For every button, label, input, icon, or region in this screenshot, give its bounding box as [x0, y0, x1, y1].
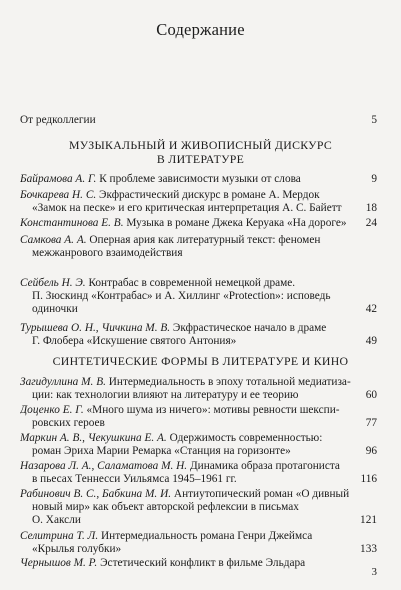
entry-title: Интермедиальность романа Генри Джеймса: [100, 530, 313, 542]
entry-title-cont: О. Хаксли: [32, 513, 81, 526]
page-number: 5: [371, 114, 377, 126]
entry-title: «Много шума из ничего»: мотивы ревности шекспи-: [86, 404, 340, 416]
toc-entry[interactable]: [20, 488, 377, 526]
entry-title: Интермедиальность в эпоху тотальной медиатиза-: [108, 376, 351, 388]
page-number: 77: [365, 416, 377, 429]
section-heading-1: [0, 139, 401, 166]
toc-entry[interactable]: [20, 460, 377, 486]
entry-title-cont: Г. Флобера «Искушение святого Антония»: [32, 334, 237, 347]
toc-entry[interactable]: [20, 404, 377, 430]
entry-author: Маркин А. В., Чекушкина Е. А.: [20, 432, 167, 444]
page-number: 116: [360, 472, 377, 485]
toc-entry[interactable]: [20, 557, 377, 570]
page-number: 9: [371, 173, 377, 185]
page-number: 49: [365, 334, 377, 347]
section-heading-line: СИНТЕТИЧЕСКИЕ ФОРМЫ В ЛИТЕРАТУРЕ И КИНО: [52, 354, 349, 368]
toc-entry[interactable]: [20, 173, 377, 186]
entry-title-cont: ции: как технологии влияют на литературу и ее теорию: [32, 388, 299, 401]
entry-title: Музыка в романе Джека Керуака «На дороге»: [126, 217, 347, 229]
entry-author: Турышева О. Н., Чичкина М. В.: [20, 322, 171, 334]
entry-author: Загидуллина М. В.: [20, 376, 106, 388]
toc-entry[interactable]: [20, 217, 377, 230]
toc-entry[interactable]: [20, 376, 377, 402]
section-heading-line: В ЛИТЕРАТУРЕ: [156, 151, 245, 166]
entry-title: Эстетический конфликт в фильме Эльдара: [100, 557, 306, 569]
entry-title-cont: роман Эриха Марии Ремарка «Станция на горизонте»: [32, 444, 291, 457]
entry-title: Экфрастический дискурс в романе А. Мердок: [99, 189, 320, 201]
toc-entry[interactable]: [20, 432, 377, 458]
entry-title: Экфрастическое начало в драме: [172, 322, 327, 334]
entry-line: [20, 114, 377, 127]
toc-entry[interactable]: [20, 530, 377, 556]
entry-title-cont: новый мир» как объект авторской рефлексии в письмах: [32, 500, 299, 513]
entry-title-cont: в пьесах Теннесси Уильямса 1945–1961 гг.: [32, 472, 237, 485]
entry-title-cont: одиночки: [32, 302, 78, 315]
entry-title: Контрабас в современной немецкой драме.: [88, 277, 296, 289]
toc-entry[interactable]: [20, 234, 377, 260]
toc-entry[interactable]: [20, 277, 377, 315]
entry-title: Оперная ария как литературный текст: феномен: [89, 234, 321, 246]
section-heading-line: МУЗЫКАЛЬНЫЙ И ЖИВОПИСНЫЙ ДИСКУРС: [68, 138, 333, 152]
entry-title: К проблеме зависимости музыки от слова: [99, 173, 301, 185]
page-number: 42: [365, 302, 377, 315]
page-number: 133: [360, 542, 377, 555]
page-number: 24: [365, 217, 377, 229]
entry-author: Самкова А. А.: [20, 234, 87, 246]
entry-author: Бочкарева Н. С.: [20, 189, 97, 201]
page-number: 121: [360, 513, 377, 526]
entry-title-cont: «Крылья голубки»: [32, 542, 122, 555]
section-heading-2: [0, 355, 401, 369]
entry-title-cont: ровских героев: [32, 416, 105, 429]
entry-title-cont: «Замок на песке» и его критическая интерпретация А. С. Байетт: [32, 201, 342, 214]
toc-entry[interactable]: [20, 189, 377, 215]
toc-entry[interactable]: [20, 322, 377, 348]
entry-title-cont: П. Зюскинд «Контрабас» и А. Хиллинг «Protection»: исповедь: [32, 289, 331, 302]
entry-title-cont: межжанрового взаимодействия: [32, 246, 183, 259]
page-number: 18: [365, 201, 377, 214]
entry-author: Селитрина Т. Л.: [20, 530, 99, 542]
page-title: Содержание: [156, 20, 245, 39]
entry-title: Одержимость современностью:: [169, 432, 323, 444]
toc-entry-editorial[interactable]: [20, 114, 377, 127]
entry-author: Константинова Е. В.: [20, 217, 124, 229]
entry-title: Антиутопический роман «О дивный: [173, 488, 350, 500]
entry-author: Рабинович В. С., Бабкина М. И.: [20, 488, 172, 500]
folio: 3: [371, 566, 377, 578]
entry-author: Байрамова А. Г.: [20, 173, 97, 185]
entry-title: Динамика образа протагониста: [189, 460, 340, 472]
page-number: 60: [365, 388, 377, 401]
entry-title: От редколлегии: [20, 114, 96, 126]
entry-author: Назарова Л. А., Саламатова М. Н.: [20, 460, 188, 472]
entry-author: Чернышов М. Р.: [20, 557, 98, 569]
entry-author: Сейбель Н. Э.: [20, 277, 86, 289]
page-number: 96: [365, 444, 377, 457]
entry-author: Доценко Е. Г.: [20, 404, 84, 416]
